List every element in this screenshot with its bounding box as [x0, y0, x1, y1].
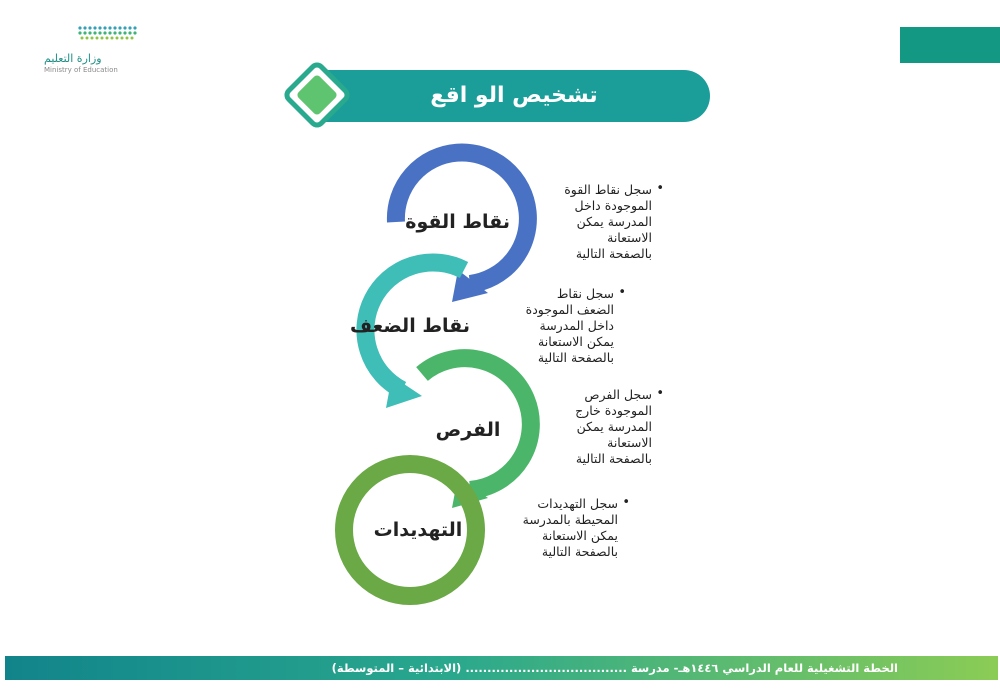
top-accent-bar — [900, 27, 1000, 63]
footer-text: الخطة التشغيلية للعام الدراسي ١٤٤٦هـ- مدرسة ..................................... (الابتدائية – المتوسطة) — [331, 661, 898, 675]
opportunities-bullet-text: سجل الفرص الموجودة خارج المدرسة يمكن الاستعانة بالصفحة التالية — [575, 387, 652, 466]
strengths-bullet-text: سجل نقاط القوة الموجودة داخل المدرسة يمكن الاستعانة بالصفحة التالية — [564, 182, 652, 261]
bullet-dot-icon: • — [622, 495, 630, 510]
diamond-icon — [280, 58, 354, 132]
page-title: تشخيص الو اقع — [430, 83, 598, 108]
threats-bullet-text: سجل التهديدات المحيطة بالمدرسة يمكن الاستعانة بالصفحة التالية — [522, 496, 618, 559]
weaknesses-label: نقاط الضعف — [349, 315, 470, 337]
weaknesses-bullet — [510, 285, 626, 366]
strengths-bullet — [548, 181, 664, 262]
logo-arabic-text: وزارة التعليم — [44, 52, 102, 65]
threats-bullet — [510, 495, 630, 560]
threats-label: التهديدات — [373, 519, 463, 541]
bullet-dot-icon: • — [656, 386, 664, 401]
logo-english-text: Ministry of Education — [44, 66, 118, 74]
opportunities-bullet — [548, 386, 664, 467]
bullet-dot-icon: • — [618, 285, 626, 300]
strengths-label: نقاط القوة — [405, 211, 510, 233]
opportunities-label: الفرص — [435, 419, 501, 441]
bullet-dot-icon: • — [656, 181, 664, 196]
weaknesses-bullet-text: سجل نقاط الضعف الموجودة داخل المدرسة يمكن الاستعانة بالصفحة التالية — [525, 286, 614, 365]
